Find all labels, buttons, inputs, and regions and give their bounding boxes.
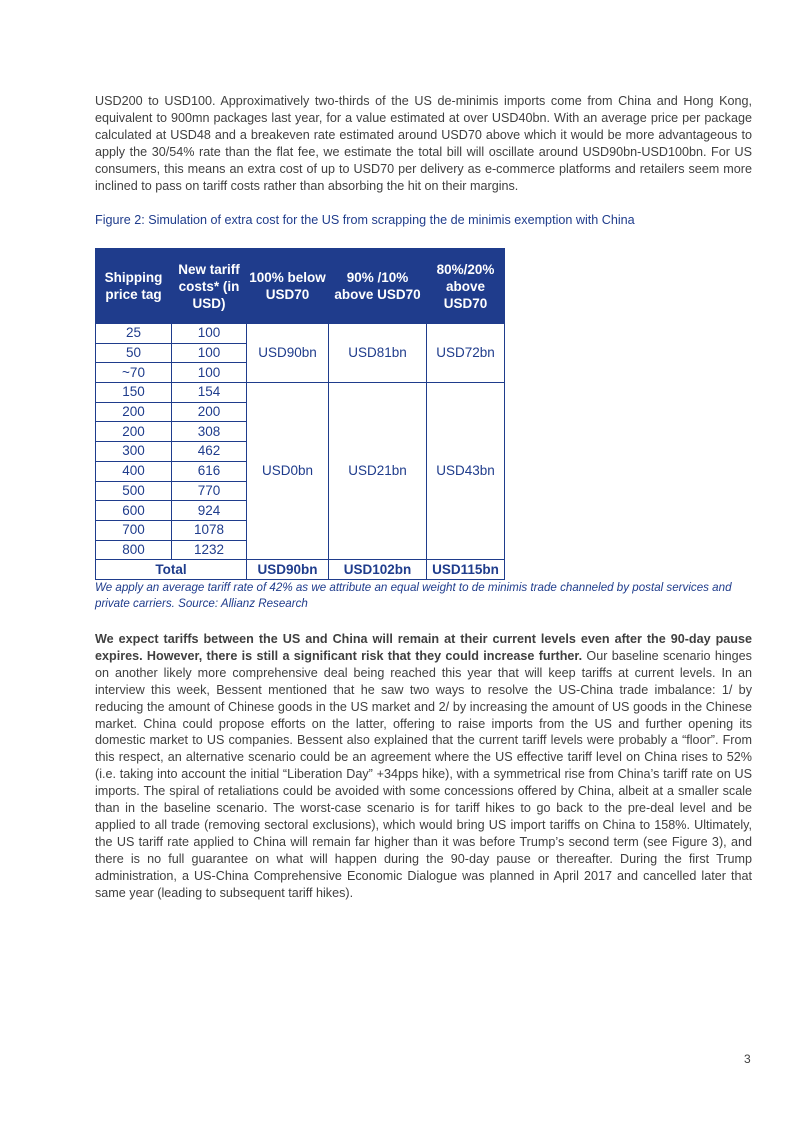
- cost-cell: 100: [172, 324, 247, 344]
- price-cell: 25: [96, 324, 172, 344]
- price-cell: 800: [96, 540, 172, 560]
- total-90: USD102bn: [329, 560, 427, 580]
- header-80-20: 80%/20% above USD70: [427, 249, 505, 324]
- total-label: Total: [96, 560, 247, 580]
- price-cell: 700: [96, 520, 172, 540]
- group-high-80: USD43bn: [427, 383, 505, 560]
- body-paragraph: [95, 631, 752, 902]
- cost-cell: 616: [172, 461, 247, 481]
- cost-cell: 100: [172, 363, 247, 383]
- group-high-90: USD21bn: [329, 383, 427, 560]
- table-row: [96, 324, 505, 344]
- group-low-90: USD81bn: [329, 324, 427, 383]
- group-low-80: USD72bn: [427, 324, 505, 383]
- price-cell: 600: [96, 501, 172, 521]
- header-shipping-price: Shipping price tag: [96, 249, 172, 324]
- cost-cell: 200: [172, 402, 247, 422]
- page-number: 3: [744, 1052, 751, 1066]
- price-cell: 200: [96, 422, 172, 442]
- group-high-100: USD0bn: [247, 383, 329, 560]
- bold-lead-sentence: We expect tariffs between the US and China will remain at their current levels even after the 90-day pause expires. However, there is still a significant risk that they could increase further.: [95, 632, 752, 663]
- price-cell: 500: [96, 481, 172, 501]
- price-cell: 400: [96, 461, 172, 481]
- cost-cell: 1078: [172, 520, 247, 540]
- group-low-100: USD90bn: [247, 324, 329, 383]
- tariff-simulation-table: [95, 248, 505, 580]
- total-80: USD115bn: [427, 560, 505, 580]
- cost-cell: 924: [172, 501, 247, 521]
- cost-cell: 100: [172, 343, 247, 363]
- cost-cell: 308: [172, 422, 247, 442]
- header-100-below: 100% below USD70: [247, 249, 329, 324]
- table-row: [96, 383, 505, 403]
- cost-cell: 1232: [172, 540, 247, 560]
- header-90-10: 90% /10% above USD70: [329, 249, 427, 324]
- total-row: [96, 560, 505, 580]
- cost-cell: 462: [172, 442, 247, 462]
- price-cell: ~70: [96, 363, 172, 383]
- cost-cell: 770: [172, 481, 247, 501]
- cost-cell: 154: [172, 383, 247, 403]
- price-cell: 150: [96, 383, 172, 403]
- intro-paragraph: USD200 to USD100. Approximatively two-thirds of the US de-minimis imports come from China and Hong Kong, equivalent to 900mn packages last year, for a value estimated at over USD40bn. With an average price per package calculated at USD48 and a breakeven rate estimated around USD70 above which it would be more advantageous to apply the 30/54% rate than the flat fee, we estimate the total bill will oscillate around USD90bn-USD100bn. For US consumers, this means an extra cost of up to USD70 per delivery as e-commerce platforms and retailers seem more inclined to pass on tariff costs rather than absorbing the hit on their margins.: [95, 94, 752, 193]
- total-100: USD90bn: [247, 560, 329, 580]
- price-cell: 300: [96, 442, 172, 462]
- figure-title: Figure 2: Simulation of extra cost for the US from scrapping the de minimis exemption with China: [95, 213, 635, 227]
- table-source-note: We apply an average tariff rate of 42% as we attribute an equal weight to de minimis trade channeled by postal services and private carriers. Source: Allianz Research: [95, 581, 732, 610]
- paragraph-text: Our baseline scenario hinges on another likely more comprehensive deal being reached this year that will keep tariffs at current levels. In an interview this week, Bessent mentioned that he saw two ways to resolve the US-China trade imbalance: 1/ by reducing the amount of Chinese goods in the US market and 2/ by increasing the amount of US goods in the Chinese market. China could propose efforts on the latter, offering to raise imports from the US and further opening its domestic market to US companies. Bessent also explained that the current tariff levels were probably a “floor”. From this respect, an alternative scenario could be an agreement where the US effective tariff level on China rises to 52% (i.e. taking into account the initial “Liberation Day” +34pps hike), with a symmetrical rise from China’s tariff rate on US imports. The spiral of retaliations could be avoided with some concessions offered by China, albeit at a smaller scale than in the baseline scenario. The worst-case scenario is for tariff hikes to go back to the pre-deal level and be applied to all trade (removing sectoral exclusions), which would bring US import tariffs on China to 158%. Ultimately, the US tariff rate applied to China will remain far higher than it was before Trump’s second term (see Figure 3), and there is no full guarantee on what will happen during the 90-day pause or thereafter. During the first Trump administration, a US-China Comprehensive Economic Dialogue was planned in April 2017 and cancelled later that same year (leading to subsequent tariff hikes).: [95, 648, 752, 900]
- header-new-tariff-costs: New tariff costs* (in USD): [172, 249, 247, 324]
- price-cell: 200: [96, 402, 172, 422]
- price-cell: 50: [96, 343, 172, 363]
